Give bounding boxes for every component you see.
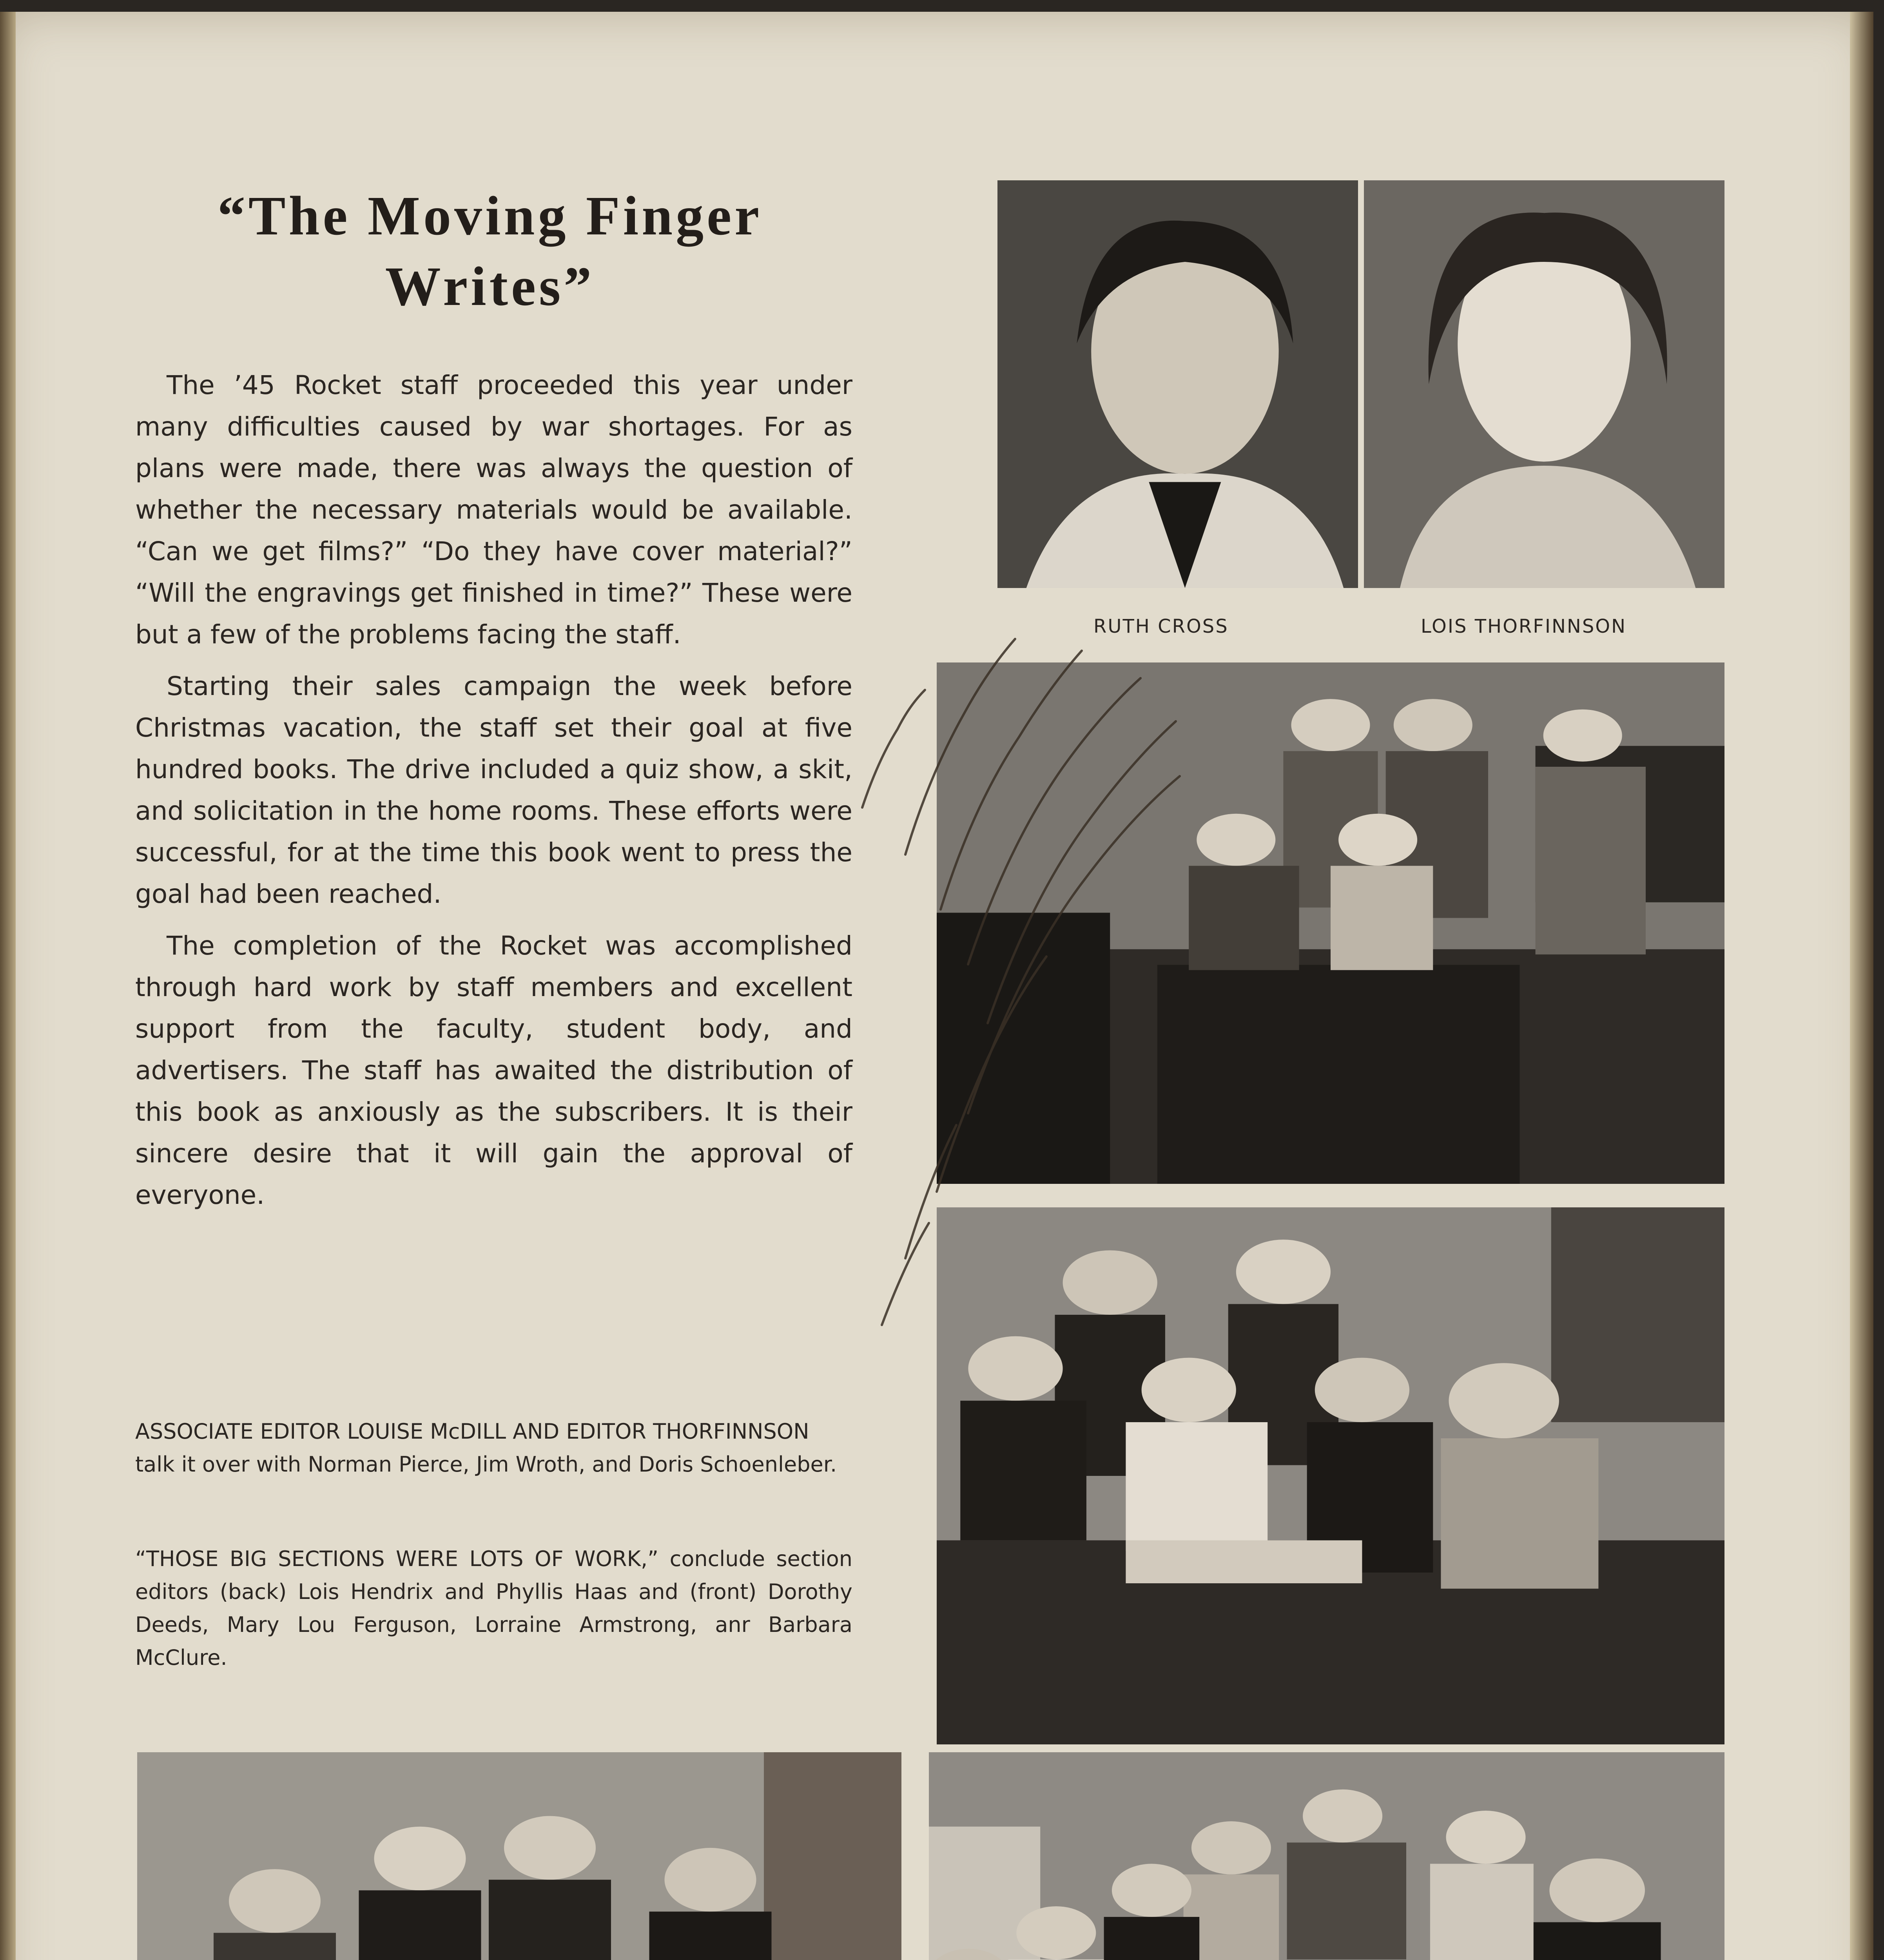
article-paragraph: Starting their sales campaign the week before Christmas vacation, the staff set their goal at five hundred books. The drive included a quiz show, a skit, and solicitation in the home rooms. These efforts were successful, for at the time this book went to press the goal had been reached. [135,671,852,909]
page-edge-right [1850,12,1873,1960]
article-body [135,365,852,1226]
portrait-label-right: LOIS THORFINNSON [1421,615,1627,637]
page-title: “The Moving Finger Writes” [217,185,763,317]
photo-advertising-staff [137,1752,901,1960]
photo-editors-group [937,662,1724,1184]
portrait-lois-thorfinnson [1364,180,1724,588]
article-paragraph: The completion of the Rocket was accomplished through hard work by staff members and excellent support from the faculty, student body, and advertisers. The staff has awaited the distribution of this book as anxiously as the subscribers. It is their sincere desire that it will gain the approval of everyone. [135,931,852,1210]
portrait-label-left: RUTH CROSS [1093,615,1229,637]
page-edge-left [0,12,16,1960]
portrait-ruth-cross [997,180,1358,588]
yearbook-page [0,12,1873,1960]
caption-editors: ASSOCIATE EDITOR LOUISE McDILL AND EDITOR THORFINNSON talk it over with Norman Pierce, Jim Wroth, and Doris Schoenleber. [135,1419,837,1477]
article-paragraph: The ’45 Rocket staff proceeded this year under many difficulties caused by war shortages. For as plans were made, there was always the question of whether the necessary materials would be available. “Can we get films?” “Do they have cover material?” “Will the engravings get finished in time?” These were but a few of the problems facing the staff. [135,370,852,650]
caption-section-editors: “THOSE BIG SECTIONS WERE LOTS OF WORK,” conclude section editors (back) Lois Hendrix and Phyllis Haas and (front) Dorothy Deeds, Mary Lou Ferguson, Lorraine Armstrong, anr Barbara McClure. [135,1546,852,1670]
photo-features-sections [929,1752,1724,1960]
photo-section-editors [937,1207,1724,1744]
